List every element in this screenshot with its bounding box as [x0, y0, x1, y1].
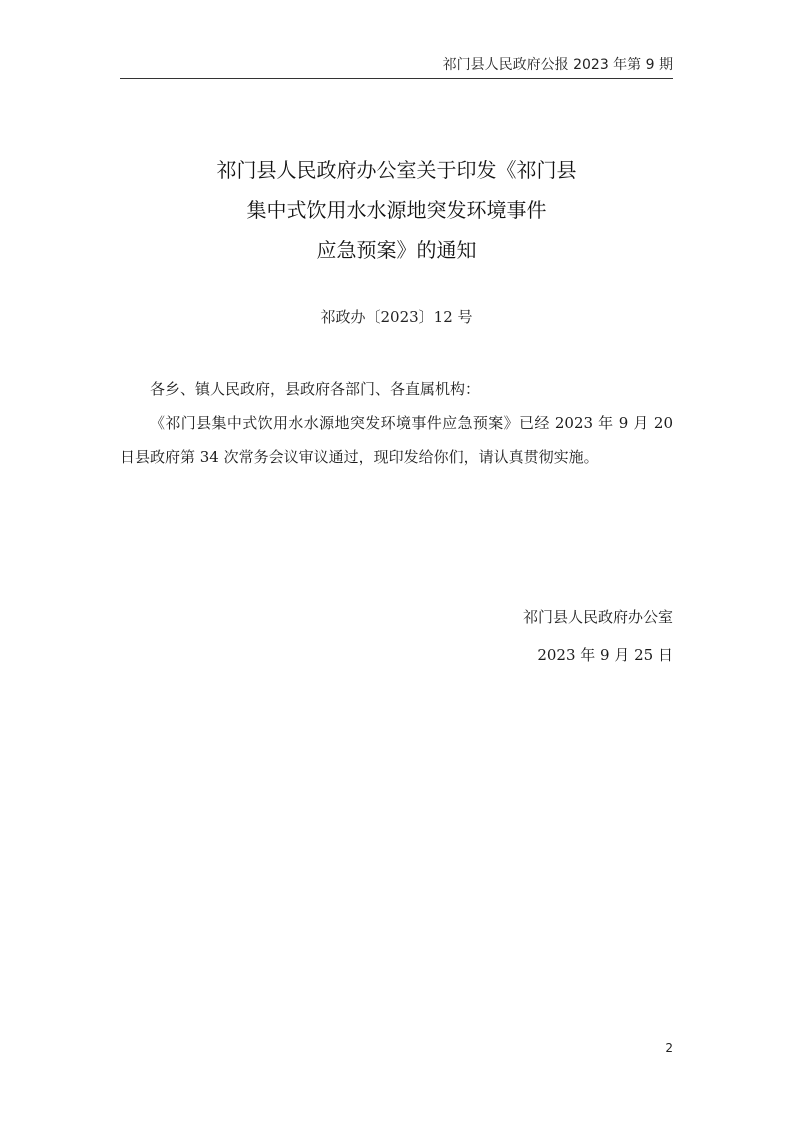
- page-number: 2: [665, 1041, 673, 1055]
- issue-date: 2023 年 9 月 25 日: [537, 646, 673, 664]
- document-title: [120, 150, 673, 270]
- document-number: 祁政办〔2023〕12 号: [320, 308, 473, 326]
- issuer-name: 祁门县人民政府办公室: [522, 608, 673, 626]
- body-paragraph: 《祁门县集中式饮用水水源地突发环境事件应急预案》已经 2023 年 9 月 20 日县政府第 34 次常务会议审议通过，现印发给你们，请认真贯彻实施。: [120, 414, 673, 466]
- signature-block: [523, 598, 673, 674]
- title-line-3: 应急预案》的通知: [316, 238, 477, 262]
- document-body: [120, 372, 673, 474]
- title-line-1: 祁门县人民政府办公室关于印发《祁门县: [216, 158, 577, 182]
- title-line-2: 集中式饮用水水源地突发环境事件: [246, 198, 547, 222]
- salutation: 各乡、镇人民政府，县政府各部门、各直属机构：: [150, 380, 481, 398]
- page-header: [120, 56, 673, 79]
- publication-header: 祁门县人民政府公报 2023 年第 9 期: [442, 57, 673, 73]
